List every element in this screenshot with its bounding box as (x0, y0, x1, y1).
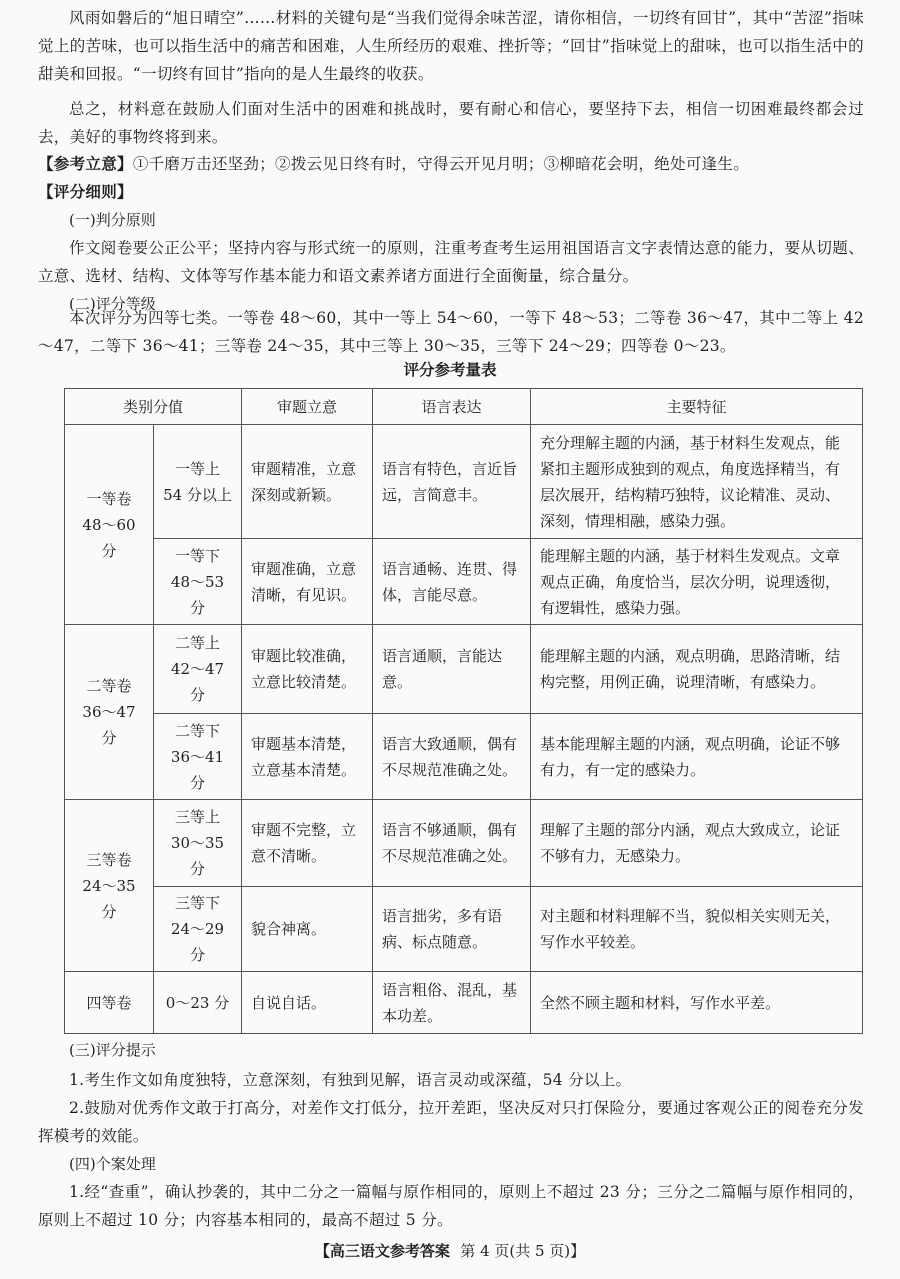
grade-cell (65, 625, 154, 800)
table-row (65, 887, 863, 972)
table-row (65, 625, 863, 714)
language-cell: 语言通畅、连贯、得体，言能尽意。 (373, 539, 531, 625)
theme-cell: 自说自话。 (242, 972, 373, 1034)
features-cell: 全然不顾主题和材料，写作水平差。 (531, 972, 863, 1034)
subgrade-range: 36～41 分 (170, 747, 225, 792)
grade-label: 一等卷 (86, 489, 132, 508)
table-header-row (65, 389, 863, 425)
grade-label: 二等卷 (86, 677, 132, 695)
subgrade-label: 一等上 (175, 459, 221, 478)
section2-text: 本次评分为四等七类。一等卷 48～60，其中一等上 54～60，一等下 48～53；二等卷 36～47，其中二等上 42～47，二等下 36～41；三等卷 24～35，其中三等上 30～35，三等下 24～29；四等卷 0～23。 (38, 309, 864, 355)
subgrade-cell (154, 625, 242, 714)
grade-label: 三等卷 (86, 850, 132, 869)
subgrade-range: 48～53 分 (170, 572, 225, 617)
subgrade-cell (154, 800, 242, 887)
subgrade-cell (154, 539, 242, 625)
section4-item1: 1.经“查重”，确认抄袭的，其中二分之一篇幅与原作相同的，原则上不超过 23 分；三分之二篇幅与原作相同的，原则上不超过 10 分；内容基本相同的，最高不超过 5 分。 (38, 1183, 864, 1229)
theme-cell: 审题比较准确，立意比较清楚。 (242, 625, 373, 714)
table-caption: 评分参考量表 (403, 360, 497, 379)
language-cell: 语言有特色，言近旨远，言简意丰。 (373, 425, 531, 539)
footer-page-info: 第 4 页(共 5 页)】 (460, 1242, 586, 1260)
section1-text: 作文阅卷要公正公平；坚持内容与形式统一的原则，注重考查考生运用祖国语言文字表情达意的能力，要从切题、立意、选材、结构、文体等写作基本能力和语文素养诸方面进行全面衡量，综合量分。 (38, 239, 864, 285)
scoring-table (64, 388, 863, 1034)
subgrade-label: 三等上 (175, 808, 221, 826)
grade-cell (65, 800, 154, 972)
subgrade-range: 30～35 分 (170, 834, 225, 878)
theme-cell: 貌合神离。 (242, 887, 373, 972)
subgrade-cell (154, 887, 242, 972)
table-row (65, 714, 863, 800)
grade-range: 36～47 分 (82, 703, 136, 747)
section3-item2: 2.鼓励对优秀作文敢于打高分，对差作文打低分，拉开差距，坚决反对只打保险分，要通过客观公正的阅卷充分发挥模考的效能。 (38, 1099, 864, 1145)
section1-title: (一)判分原则 (69, 211, 156, 229)
grade-cell (65, 425, 154, 625)
subgrade-range: 54 分以上 (163, 485, 232, 504)
theme-cell: 审题准确，立意清晰，有见识。 (242, 539, 373, 625)
reference-ideas-label: 【参考立意】 (38, 154, 133, 173)
features-cell: 能理解主题的内涵，观点明确，思路清晰，结构完整，用例正确，说理清晰，有感染力。 (531, 625, 863, 714)
grade-range: 24～35 分 (82, 876, 136, 921)
language-cell: 语言大致通顺，偶有不尽规范准确之处。 (373, 714, 531, 800)
section4-title: (四)个案处理 (69, 1155, 156, 1173)
subgrade-range: 42～47 分 (170, 660, 225, 704)
subgrade-cell (154, 425, 242, 539)
page-footer (0, 1240, 900, 1261)
subgrade-range: 24～29 分 (170, 920, 225, 964)
theme-cell: 审题精准，立意深刻或新颖。 (242, 425, 373, 539)
grade-cell: 四等卷 (65, 972, 154, 1034)
language-cell: 语言拙劣，多有语病、标点随意。 (373, 887, 531, 972)
footer-title: 【高三语文参考答案 (314, 1242, 450, 1260)
table-row (65, 972, 863, 1034)
features-cell: 理解了主题的部分内涵，观点大致成立，论证不够有力，无感染力。 (531, 800, 863, 887)
theme-cell: 审题不完整，立意不清晰。 (242, 800, 373, 887)
theme-cell: 审题基本清楚，立意基本清楚。 (242, 714, 373, 800)
grade-range-cell: 0～23 分 (154, 972, 242, 1034)
subgrade-label: 二等下 (175, 721, 221, 740)
header-category: 类别分值 (65, 389, 242, 425)
table-row (65, 800, 863, 887)
grade-range: 48～60 分 (82, 515, 136, 560)
subgrade-label: 三等下 (175, 894, 221, 912)
header-features: 主要特征 (531, 389, 863, 425)
features-cell: 能理解主题的内涵，基于材料生发观点。文章观点正确，角度恰当，层次分明，说理透彻，有逻辑性，感染力强。 (531, 539, 863, 625)
subgrade-cell (154, 714, 242, 800)
scoring-rules-heading: 【评分细则】 (38, 182, 133, 201)
header-language: 语言表达 (373, 389, 531, 425)
section3-title: (三)评分提示 (69, 1041, 156, 1059)
subgrade-label: 一等下 (175, 546, 221, 565)
language-cell: 语言通顺，言能达意。 (373, 625, 531, 714)
section3-item1: 1.考生作文如角度独特，立意深刻，有独到见解，语言灵动或深蕴，54 分以上。 (69, 1071, 632, 1089)
language-cell: 语言不够通顺，偶有不尽规范准确之处。 (373, 800, 531, 887)
table-row (65, 425, 863, 539)
header-theme: 审题立意 (242, 389, 373, 425)
section2-title: (二)评分等级 (69, 295, 156, 313)
summary-paragraph: 总之，材料意在鼓励人们面对生活中的困难和挑战时，要有耐心和信心，要坚持下去，相信一切困难最终都会过去，美好的事物终将到来。 (38, 100, 864, 146)
table-row (65, 539, 863, 625)
features-cell: 对主题和材料理解不当，貌似相关实则无关，写作水平较差。 (531, 887, 863, 972)
reference-ideas-text: ①千磨万击还坚劲；②拨云见日终有时，守得云开见月明；③柳暗花会明，绝处可逢生。 (132, 155, 750, 173)
reference-ideas (38, 150, 864, 178)
features-cell: 基本能理解主题的内涵，观点明确，论证不够有力，有一定的感染力。 (531, 714, 863, 800)
language-cell: 语言粗俗、混乱，基本功差。 (373, 972, 531, 1034)
material-analysis-paragraph: 风雨如磐后的“旭日晴空”……材料的关键句是“当我们觉得余味苦涩，请你相信，一切终有回甘”，其中“苦涩”指味觉上的苦味，也可以指生活中的痛苦和困难，人生所经历的艰难、挫折等；“回甘”指味觉上的甜味，也可以指生活中的甜美和回报。“一切终有回甘”指向的是人生最终的收获。 (38, 9, 864, 83)
subgrade-label: 二等上 (175, 634, 221, 652)
features-cell: 充分理解主题的内涵，基于材料生发观点，能紧扣主题形成独到的观点，角度选择精当，有层次展开，结构精巧独特，议论精准、灵动、深刻，情理相融，感染力强。 (531, 425, 863, 539)
